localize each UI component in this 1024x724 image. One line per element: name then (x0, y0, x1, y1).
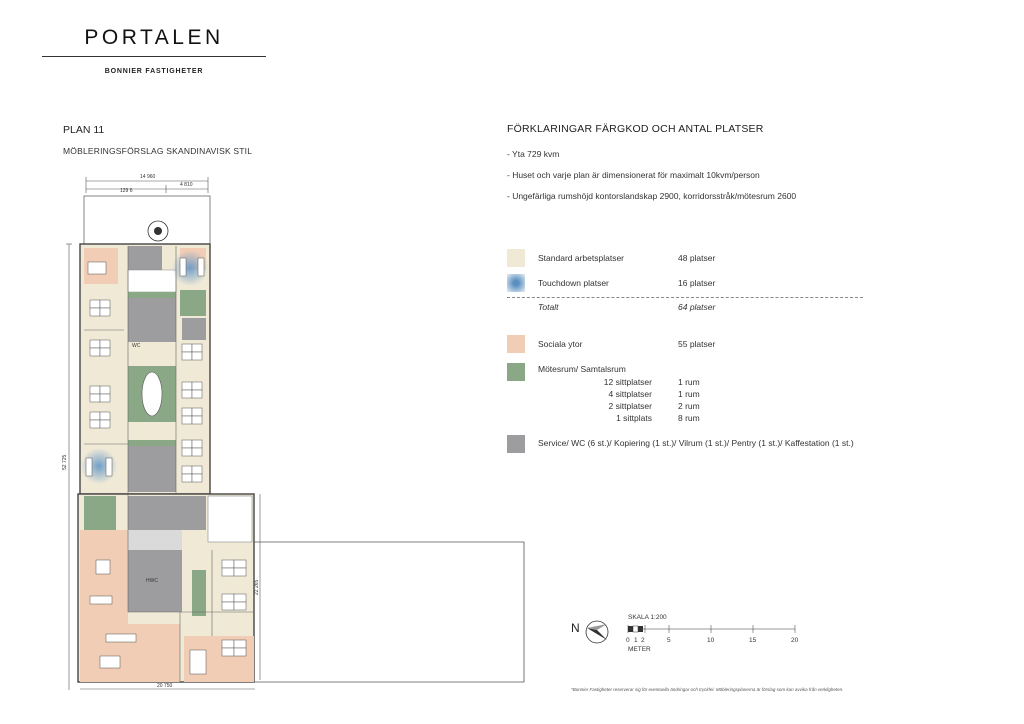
scale-tick-label: 2 (641, 637, 645, 644)
scale-tick-label: 1 (634, 637, 638, 644)
stair-core-right (208, 496, 252, 542)
legend-standard-label: Standard arbetsplatser (538, 253, 624, 263)
legend-touchdown-value: 16 platser (678, 278, 716, 288)
scale-tick-label: 10 (707, 637, 715, 644)
scale-tick-label: 0 (626, 637, 630, 644)
meeting-row-rooms: 2 rum (678, 401, 700, 411)
service-swatch (507, 435, 525, 453)
wc-label: WC (132, 343, 141, 349)
scale-tick-label: 15 (749, 637, 757, 644)
legend-total-value: 64 platser (678, 302, 716, 312)
scale-title: SKALA 1:200 (628, 614, 667, 621)
corridor-core (128, 530, 182, 550)
note-item: - Ungefärliga rumshöjd kontorslandskap 2900, korridorsstråk/mötesrum 2600 (507, 191, 797, 201)
dim-bottom: 20 750 (157, 683, 173, 689)
north-label: N (571, 621, 580, 635)
service-wc-block-2 (128, 440, 176, 492)
social-zone-west (80, 530, 128, 624)
legend-standard-value: 48 platser (678, 253, 716, 263)
dim-left-side: 52 725 (62, 454, 68, 470)
scale-unit: METER (628, 646, 651, 653)
meeting-row-seats: 12 sittplatser (603, 377, 652, 387)
brand-name: PORTALEN (84, 26, 224, 49)
legend-service-label: Service/ WC (6 st.)/ Kopiering (1 st.)/ Vilrum (1 st.)/ Pentry (1 st.)/ Kaffestation (1 st.) (538, 438, 854, 448)
social-zone-southwest (80, 624, 180, 682)
meeting-row-rooms: 1 rum (678, 377, 700, 387)
dim-top-left: 129 6 (120, 188, 133, 194)
dim-right-side: 22 265 (254, 579, 260, 595)
notes-list (507, 148, 796, 211)
service-room-right (182, 318, 206, 340)
adjacent-building-outline (254, 542, 524, 682)
note-item: - Yta 729 kvm (507, 149, 560, 159)
brand-subtitle: BONNIER FASTIGHETER (104, 68, 204, 75)
hwc-label: HWC (146, 578, 158, 584)
meeting-row-seats: 1 sittplats (616, 413, 652, 423)
disclaimer: *Bonnier Fastigheter reserverar sig för eventuella ändringar och tryckfel. Möbleringsplanerna är förslag som kan avvika från verkligheten. (571, 687, 844, 692)
legend-social-label: Sociala ytor (538, 339, 583, 349)
scale-tick-label: 5 (667, 637, 671, 644)
plan-subtitle: MÖBLERINGSFÖRSLAG SKANDINAVISK STIL (63, 146, 253, 156)
spiral-stair-core (154, 227, 162, 235)
legend-title: FÖRKLARINGAR FÄRGKOD OCH ANTAL PLATSER (507, 123, 764, 135)
dim-top-right: 4 810 (180, 182, 193, 188)
dim-top-total: 14 960 (140, 174, 156, 180)
meeting-row-rooms: 8 rum (678, 413, 700, 423)
legend-total-label: Totalt (538, 302, 559, 312)
standard-swatch (507, 249, 525, 267)
phone-booth-strip-2 (128, 440, 176, 446)
plan-title: PLAN 11 (63, 124, 105, 136)
touchdown-swatch (507, 274, 525, 292)
service-wc-block-1 (128, 292, 176, 342)
meeting-row-seats: 4 sittplatser (608, 389, 652, 399)
legend-touchdown-label: Touchdown platser (538, 278, 609, 288)
phone-booth-column (192, 570, 206, 616)
meeting-row-seats: 2 sittplatser (608, 401, 652, 411)
note-item: - Huset och varje plan är dimensionerat för maximalt 10kvm/person (507, 170, 760, 180)
service-core-top (128, 246, 162, 270)
scale-bar (628, 625, 795, 633)
legend-meeting-label: Mötesrum/ Samtalsrum (538, 364, 626, 374)
phone-booth-strip-1 (128, 292, 176, 298)
terrace (84, 196, 210, 244)
stair-top (128, 270, 176, 292)
scale-tick-label: 20 (791, 637, 799, 644)
north-arrow-icon (586, 621, 608, 643)
legend-divider (507, 297, 863, 298)
social-swatch (507, 335, 525, 353)
meeting-row-rooms: 1 rum (678, 389, 700, 399)
service-core-mid (128, 496, 206, 530)
legend-social-value: 55 platser (678, 339, 716, 349)
meeting-room-small-1 (180, 290, 206, 316)
meeting-room-southwest (84, 496, 116, 530)
conference-table (142, 372, 162, 416)
